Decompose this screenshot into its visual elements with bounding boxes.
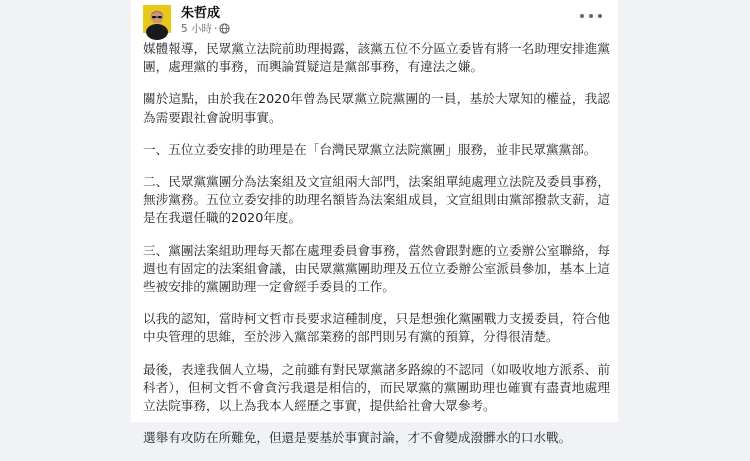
author-name[interactable]: 朱哲成 bbox=[181, 6, 221, 21]
post-paragraph: 最後，表達我個人立場，之前雖有對民眾黨諸多路線的不認同（如吸收地方派系、前科者），但柯文哲不會貪污我還是相信的，而民眾黨的黨團助理也確實有盡責地處理立法院事務，以上為我本人經歷之事實，提供給社會大眾參考。 bbox=[143, 361, 610, 414]
post-meta bbox=[181, 21, 230, 36]
meta-separator: · bbox=[214, 22, 218, 35]
post-paragraph: 關於這點，由於我在2020年曾為民眾黨立院黨團的一員，基於大眾知的權益，我認為需要跟社會說明事實。 bbox=[143, 91, 610, 125]
post-paragraph: 媒體報導，民眾黨立法院前助理揭露，該黨五位不分區立委皆有將一名助理安排進黨團，處理黨的事務，而輿論質疑這是黨部事務，有違法之嫌。 bbox=[143, 41, 610, 75]
more-options-icon[interactable] bbox=[580, 8, 602, 24]
globe-icon[interactable] bbox=[219, 23, 230, 34]
post-paragraph: 選舉有攻防在所難免，但還是要基於事實討論，才不會變成潑髒水的口水戰。 bbox=[143, 430, 572, 446]
facebook-post bbox=[131, 0, 618, 446]
post-time[interactable]: 5 小時 bbox=[181, 23, 213, 35]
avatar[interactable] bbox=[143, 5, 171, 33]
post-header bbox=[143, 2, 606, 38]
post-paragraph: 以我的認知，當時柯文哲市長要求這種制度，只是想強化黨團戰力支援委員，符合他中央管理的思維，至於涉入黨部業務的部門則另有黨的預算，分得很清楚。 bbox=[143, 311, 610, 345]
post-paragraph: 二、民眾黨黨團分為法案組及文宣組兩大部門，法案組單純處理立法院及委員事務，無涉黨務。五位立委安排的助理名額皆為法案組成員，文宣組則由黨部撥款支薪，這是在我還任職的2020年度。 bbox=[143, 174, 610, 226]
avatar-photo bbox=[143, 5, 171, 33]
post-body bbox=[143, 40, 610, 461]
post-paragraph: 三、黨團法案組助理每天都在處理委員會事務，當然會跟對應的立委辦公室聯絡，每週也有固定的法案組會議，由民眾黨黨團助理及五位立委辦公室派員參加，基本上這些被安排的黨團助理一定會經手委員的工作。 bbox=[143, 242, 610, 295]
post-paragraph: 一、五位立委安排的助理是在「台灣民眾黨立法院黨團」服務，並非民眾黨黨部。 bbox=[143, 141, 597, 157]
